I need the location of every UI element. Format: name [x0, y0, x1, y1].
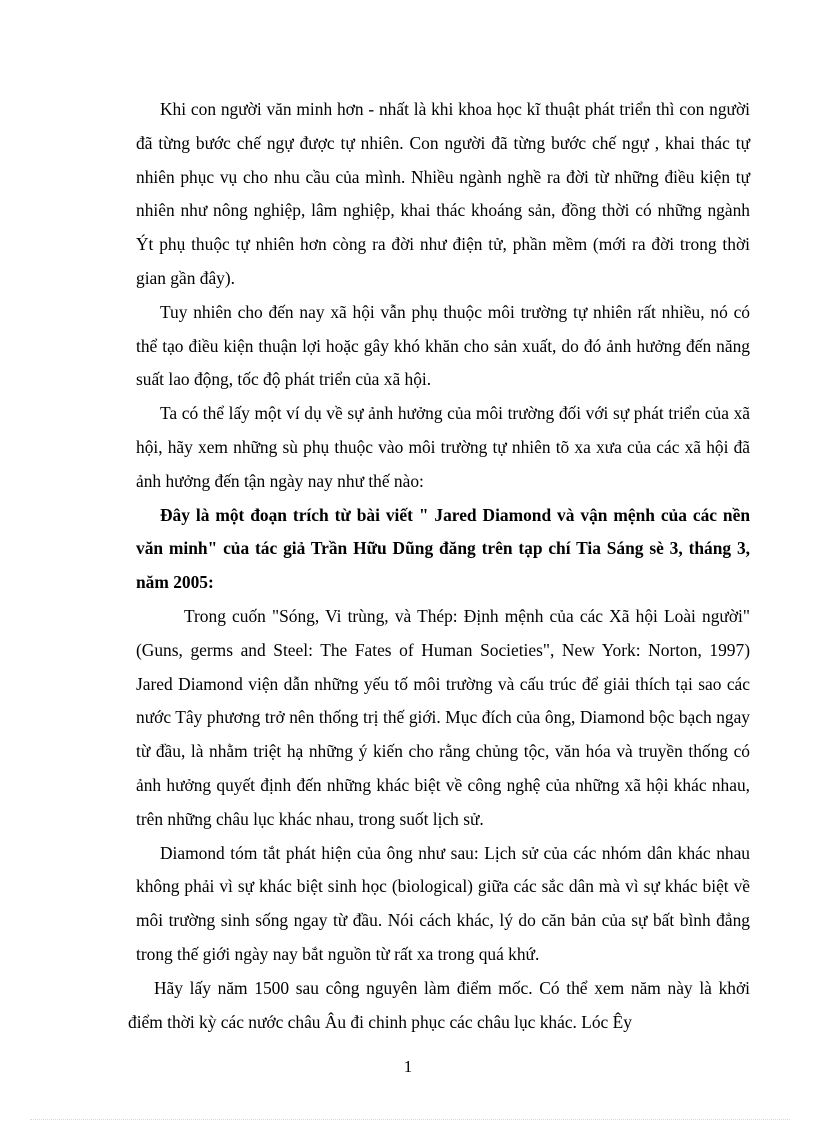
- paragraph-example: Ta có thể lấy một ví dụ về sự ảnh hưởng của môi trường đối với sự phát triển của xã hội, hãy xem những sù phụ thuộc vào môi trường tự nhiên tõ xa xưa của các xã hội đã ảnh hưởng đến tận ngày nay như thế nào:: [136, 403, 750, 491]
- page-bottom-divider: [30, 1119, 790, 1120]
- paragraph-source-citation: Đây là một đoạn trích từ bài viết " Jared Diamond và vận mệnh của các nền văn minh" của tác giả Trần Hữu Dũng đăng trên tạp chí Tia Sáng sè 3, tháng 3, năm 2005:: [136, 504, 750, 593]
- paragraph-intro: Khi con người văn minh hơn - nhất là khi khoa học kĩ thuật phát triển thì con người đã từng bước chế ngự được tự nhiên. Con người đã từng bước chế ngự , khai thác tự nhiên phục vụ cho nhu cầu của mình. Nhiều ngành nghề ra đời từ những điều kiện tự nhiên như nông nghiệp, lâm nghiệp, khai thác khoáng sản, đồng thời có những ngành Ýt phụ thuộc tự nhiên hơn còng ra đời như điện tử, phần mềm (mới ra đời trong thời gian gần đây).: [136, 99, 750, 288]
- paragraph-dependence: Tuy nhiên cho đến nay xã hội vẫn phụ thuộc môi trường tự nhiên rất nhiều, nó có thể tạo điều kiện thuận lợi hoặc gây khó khăn cho sản xuất, do đó ảnh hưởng đến năng suất lao động, tốc độ phát triển của xã hội.: [136, 301, 750, 390]
- paragraph-quote-book: Trong cuốn "Sóng, Vi trùng, và Thép: Định mệnh của các Xã hội Loài người" (Guns, germs and Steel: The Fates of Human Societies", New York: Norton, 1997) Jared Diamond viện dẫn những yếu tố môi trường và cấu trúc để giải thích tại sao các nước Tây phương trở nên thống trị thế giới. Mục đích của ông, Diamond bộc bạch ngay từ đầu, là nhằm triệt hạ những ý kiến cho rằng chủng tộc, văn hóa và truyền thống có ảnh hưởng quyết định đến những khác biệt về công nghệ của những xã hội khác nhau, trên những châu lục khác nhau, trong suốt lịch sử.: [136, 605, 750, 829]
- page-number: 1: [403, 1057, 413, 1076]
- paragraph-quote-findings: Diamond tóm tắt phát hiện của ông như sau: Lịch sử của các nhóm dân khác nhau không phải vì sự khác biệt sinh học (biological) giữa các sắc dân mà vì sự khác biệt về môi trường sinh sống ngay từ đầu. Nói cách khác, lý do căn bản của sự bất bình đẳng trong thế giới ngày nay bắt nguồn từ rất xa trong quá khứ.: [136, 842, 750, 964]
- paragraph-year-1500: Hãy lấy năm 1500 sau công nguyên làm điểm mốc. Có thể xem năm này là khởi điểm thời kỳ các nước châu Âu đi chinh phục các châu lục khác. Lóc Êy: [128, 977, 750, 1032]
- document-body: [128, 93, 750, 1039]
